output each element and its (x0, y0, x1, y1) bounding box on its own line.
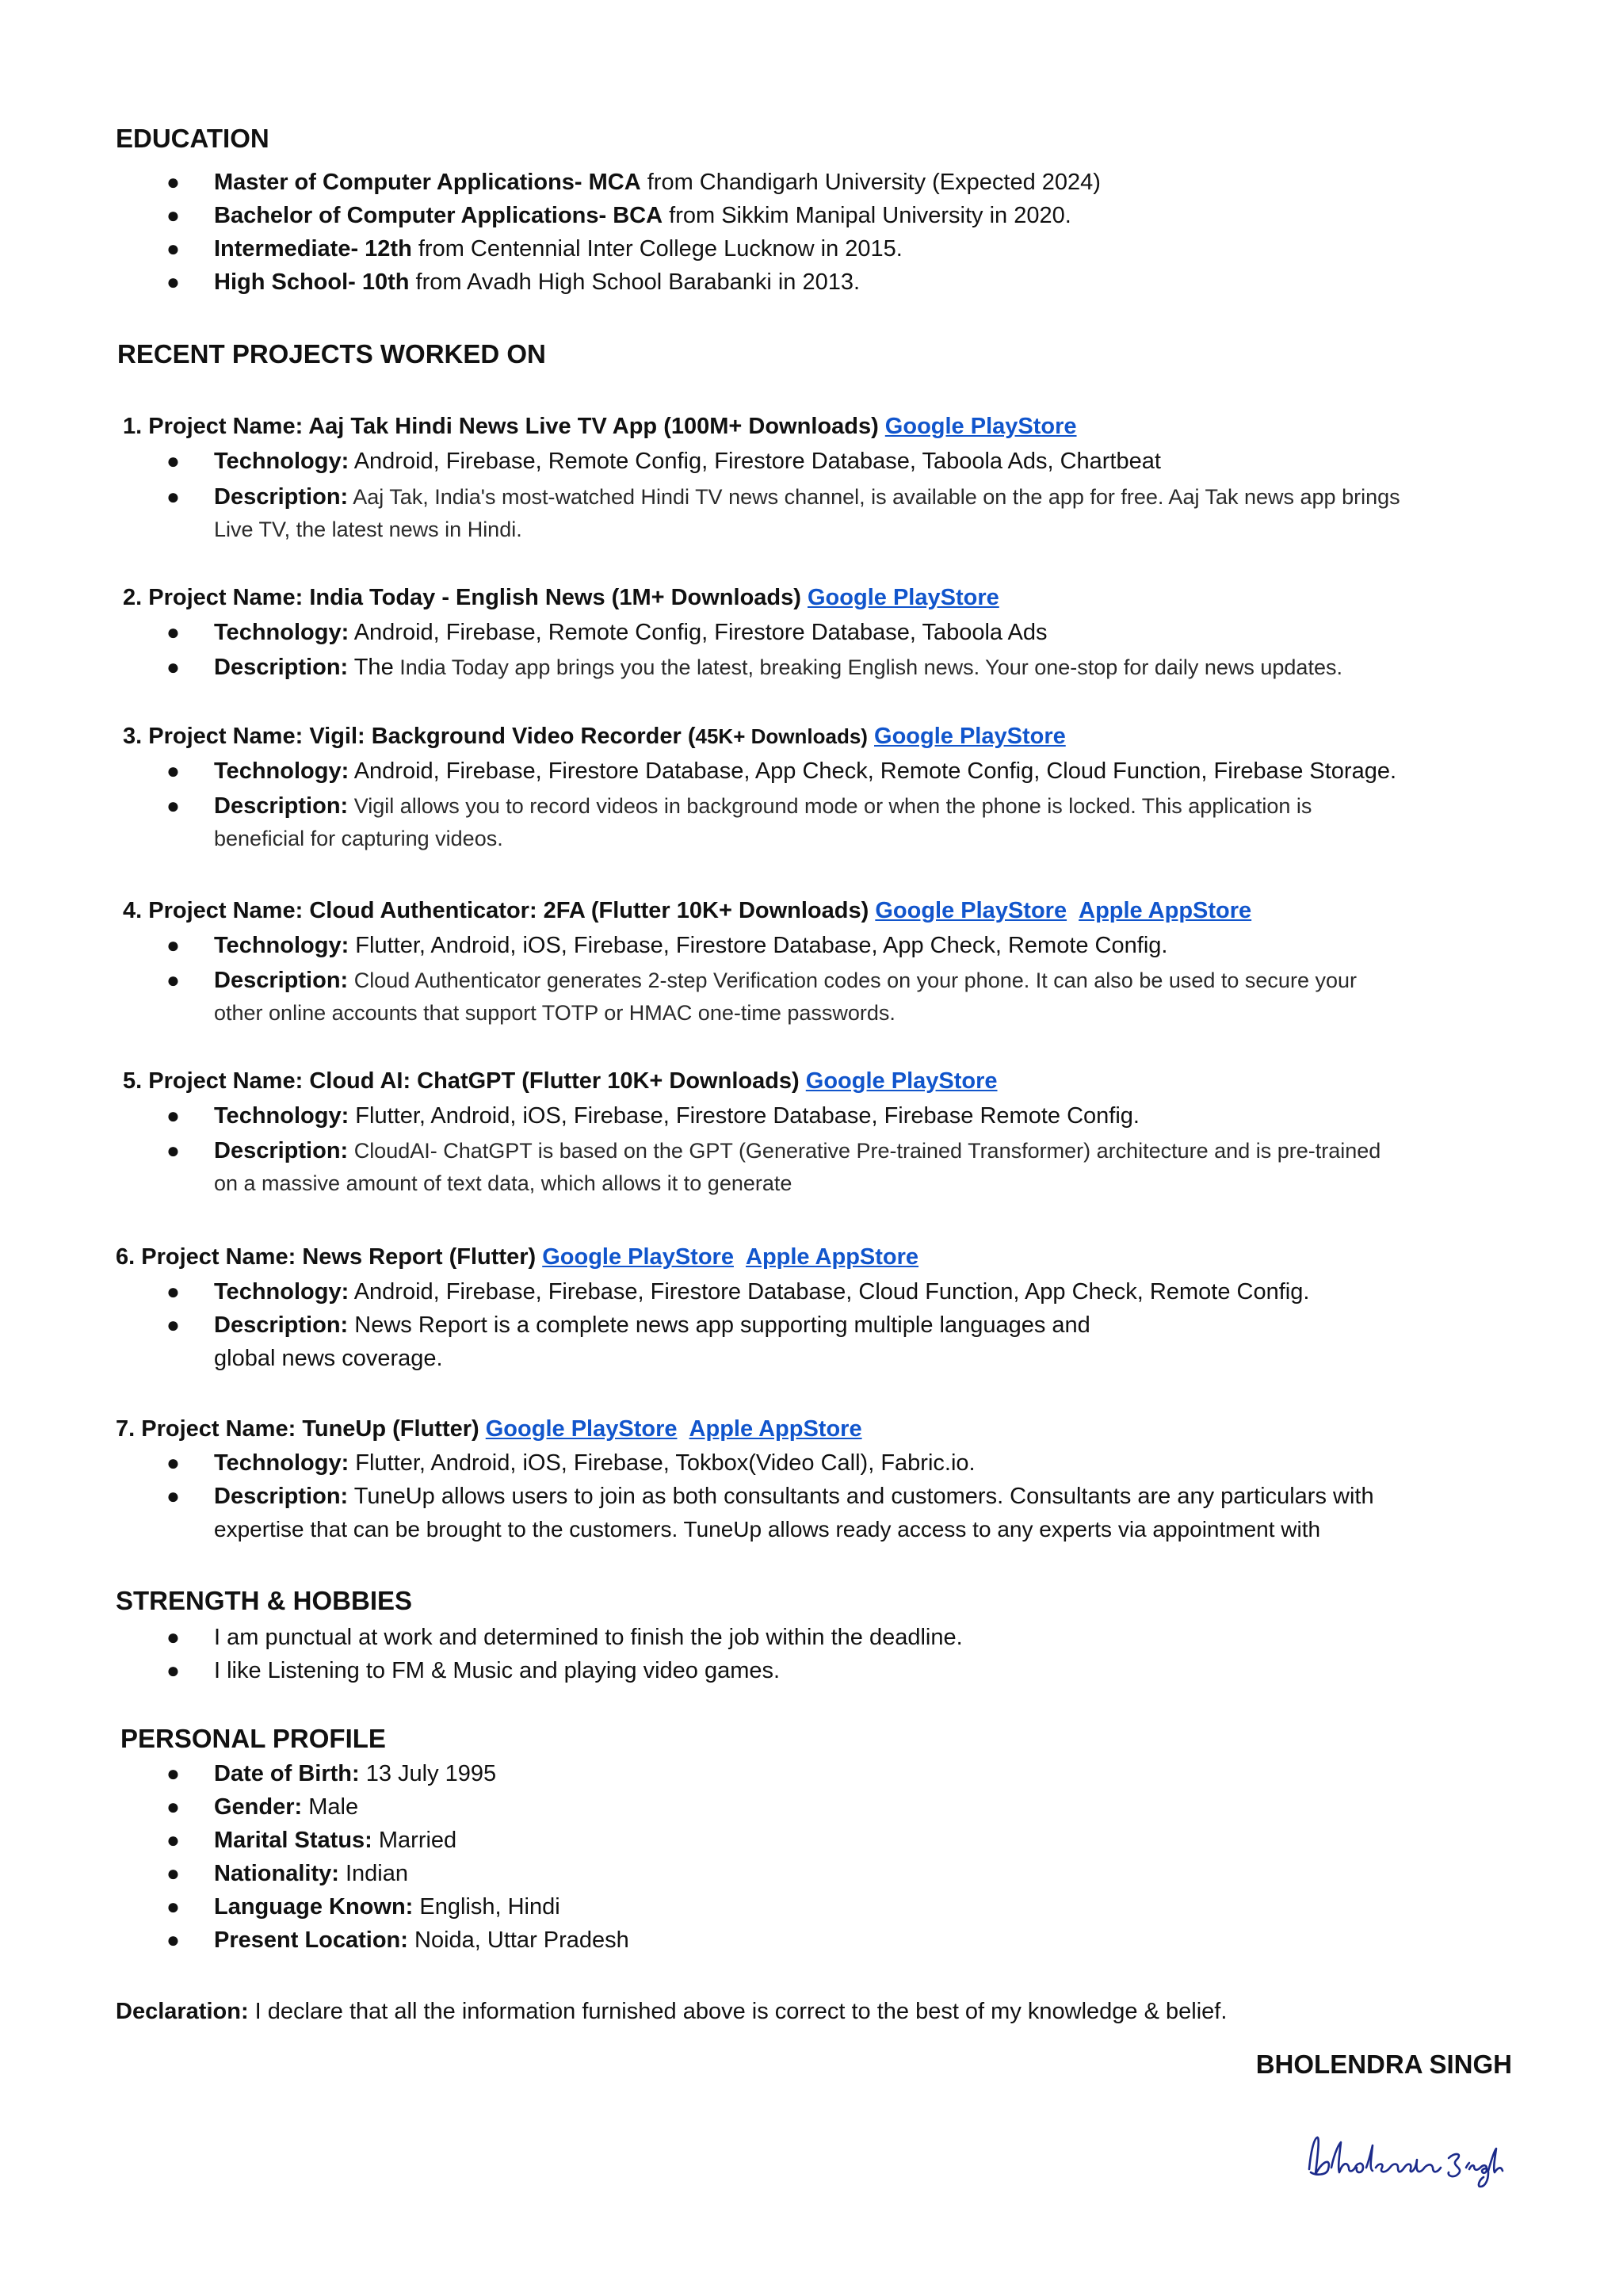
bullet-icon: ● (166, 1927, 180, 1952)
project-title: 4. Project Name: Cloud Authenticator: 2FA (Flutter 10K+ Downloads) Google PlayStore Apple AppStore (123, 898, 1252, 923)
bullet-icon: ● (166, 449, 180, 473)
bullet-icon: ● (166, 620, 180, 644)
project-technology: Technology: Android, Firebase, Remote Config, Firestore Database, Taboola Ads (214, 620, 1048, 645)
strengths-heading: STRENGTH & HOBBIES (116, 1586, 413, 1615)
bullet-icon: ● (166, 758, 180, 783)
project-technology: Technology: Android, Firebase, Remote Config, Firestore Database, Taboola Ads, Chartbeat (214, 449, 1161, 474)
personal-item: Date of Birth: 13 July 1995 (214, 1761, 497, 1786)
google-playstore-link[interactable]: Google PlayStore (884, 414, 1077, 439)
bullet-icon: ● (166, 1625, 180, 1649)
bullet-icon: ● (166, 1484, 180, 1508)
strength-item: I like Listening to FM & Music and playing video games. (214, 1658, 781, 1683)
personal-item: Marital Status: Married (214, 1828, 457, 1853)
personal-heading: PERSONAL PROFILE (120, 1724, 386, 1753)
education-item: Master of Computer Applications- MCA from Chandigarh University (Expected 2024) (214, 170, 1101, 195)
bullet-icon: ● (166, 933, 180, 957)
project-description-cont: on a massive amount of text data, which allows it to generate (214, 1171, 792, 1195)
apple-appstore-link[interactable]: Apple AppStore (1079, 898, 1252, 923)
education-item: Bachelor of Computer Applications- BCA from Sikkim Manipal University in 2020. (214, 203, 1071, 228)
google-playstore-link[interactable]: Google PlayStore (874, 724, 1066, 749)
declaration: Declaration: I declare that all the information furnished above is correct to the best of my knowledge & belief. (116, 1999, 1228, 2024)
personal-item: Nationality: Indian (214, 1861, 408, 1886)
project-title: 3. Project Name: Vigil: Background Video Recorder (45K+ Downloads) Google PlayStore (123, 724, 1066, 749)
project-technology: Technology: Flutter, Android, iOS, Firebase, Tokbox(Video Call), Fabric.io. (214, 1450, 976, 1476)
projects-heading: RECENT PROJECTS WORKED ON (117, 339, 546, 369)
bullet-icon: ● (166, 1312, 180, 1337)
education-item: High School- 10th from Avadh High School Barabanki in 2013. (214, 269, 861, 295)
project-description: Description: CloudAI- ChatGPT is based on the GPT (Generative Pre-trained Transformer) architecture and is pre-trained (214, 1138, 1381, 1163)
bullet-icon: ● (166, 1138, 180, 1163)
personal-item: Gender: Male (214, 1794, 359, 1820)
bullet-icon: ● (166, 269, 180, 294)
google-playstore-link[interactable]: Google PlayStore (875, 898, 1067, 923)
apple-appstore-link[interactable]: Apple AppStore (689, 1416, 862, 1442)
handwritten-signature (1300, 2128, 1506, 2191)
personal-item: Present Location: Noida, Uttar Pradesh (214, 1927, 629, 1953)
project-description: Description: Aaj Tak, India's most-watched Hindi TV news channel, is available on the app for free. Aaj Tak news app brings (214, 484, 1400, 510)
project-description: Description: News Report is a complete news app supporting multiple languages and (214, 1312, 1090, 1338)
project-description: Description: TuneUp allows users to join as both consultants and customers. Consultants are any particulars with (214, 1484, 1374, 1509)
bullet-icon: ● (166, 968, 180, 992)
project-description: Description: Cloud Authenticator generates 2-step Verification codes on your phone. It can also be used to secure your (214, 968, 1357, 993)
bullet-icon: ● (166, 793, 180, 818)
project-title: 2. Project Name: India Today - English News (1M+ Downloads) Google PlayStore (123, 585, 999, 610)
signature-name: BHOLENDRA SINGH (1255, 2050, 1512, 2079)
google-playstore-link[interactable]: Google PlayStore (542, 1244, 734, 1270)
project-technology: Technology: Android, Firebase, Firebase, Firestore Database, Cloud Function, App Check, Remote Config. (214, 1279, 1310, 1305)
project-title: 7. Project Name: TuneUp (Flutter) Google PlayStore Apple AppStore (116, 1416, 862, 1442)
bullet-icon: ● (166, 1828, 180, 1852)
project-description-cont: expertise that can be brought to the customers. TuneUp allows ready access to any experts via appointment with (214, 1517, 1321, 1541)
project-description: Description: Vigil allows you to record videos in background mode or when the phone is locked. This application is (214, 793, 1312, 819)
project-description-cont: global news coverage. (214, 1346, 443, 1371)
apple-appstore-link[interactable]: Apple AppStore (746, 1244, 919, 1270)
project-description: Description: The India Today app brings you the latest, breaking English news. Your one-stop for daily news updates. (214, 655, 1342, 680)
google-playstore-link[interactable]: Google PlayStore (805, 1068, 998, 1094)
bullet-icon: ● (166, 1794, 180, 1819)
bullet-icon: ● (166, 1103, 180, 1128)
bullet-icon: ● (166, 236, 180, 261)
google-playstore-link[interactable]: Google PlayStore (485, 1416, 678, 1442)
project-title: 6. Project Name: News Report (Flutter) Google PlayStore Apple AppStore (116, 1244, 919, 1270)
project-technology: Technology: Flutter, Android, iOS, Firebase, Firestore Database, App Check, Remote Config. (214, 933, 1168, 958)
education-item: Intermediate- 12th from Centennial Inter College Lucknow in 2015. (214, 236, 903, 262)
project-description-cont: Live TV, the latest news in Hindi. (214, 518, 522, 541)
bullet-icon: ● (166, 484, 180, 509)
bullet-icon: ● (166, 170, 180, 194)
bullet-icon: ● (166, 655, 180, 679)
bullet-icon: ● (166, 1761, 180, 1786)
education-heading: EDUCATION (116, 124, 269, 153)
bullet-icon: ● (166, 1279, 180, 1304)
strength-item: I am punctual at work and determined to finish the job within the deadline. (214, 1625, 963, 1650)
project-technology: Technology: Android, Firebase, Firestore Database, App Check, Remote Config, Cloud Function, Firebase Storage. (214, 758, 1397, 784)
bullet-icon: ● (166, 1450, 180, 1475)
project-technology: Technology: Flutter, Android, iOS, Firebase, Firestore Database, Firebase Remote Config. (214, 1103, 1140, 1129)
bullet-icon: ● (166, 1894, 180, 1919)
google-playstore-link[interactable]: Google PlayStore (808, 585, 999, 610)
bullet-icon: ● (166, 1861, 180, 1885)
project-description-cont: beneficial for capturing videos. (214, 827, 503, 850)
bullet-icon: ● (166, 203, 180, 227)
personal-item: Language Known: English, Hindi (214, 1894, 560, 1920)
project-description-cont: other online accounts that support TOTP or HMAC one-time passwords. (214, 1001, 896, 1025)
bullet-icon: ● (166, 1658, 180, 1683)
project-title: 1. Project Name: Aaj Tak Hindi News Live TV App (100M+ Downloads) Google PlayStore (123, 414, 1077, 439)
project-title: 5. Project Name: Cloud AI: ChatGPT (Flutter 10K+ Downloads) Google PlayStore (123, 1068, 998, 1094)
